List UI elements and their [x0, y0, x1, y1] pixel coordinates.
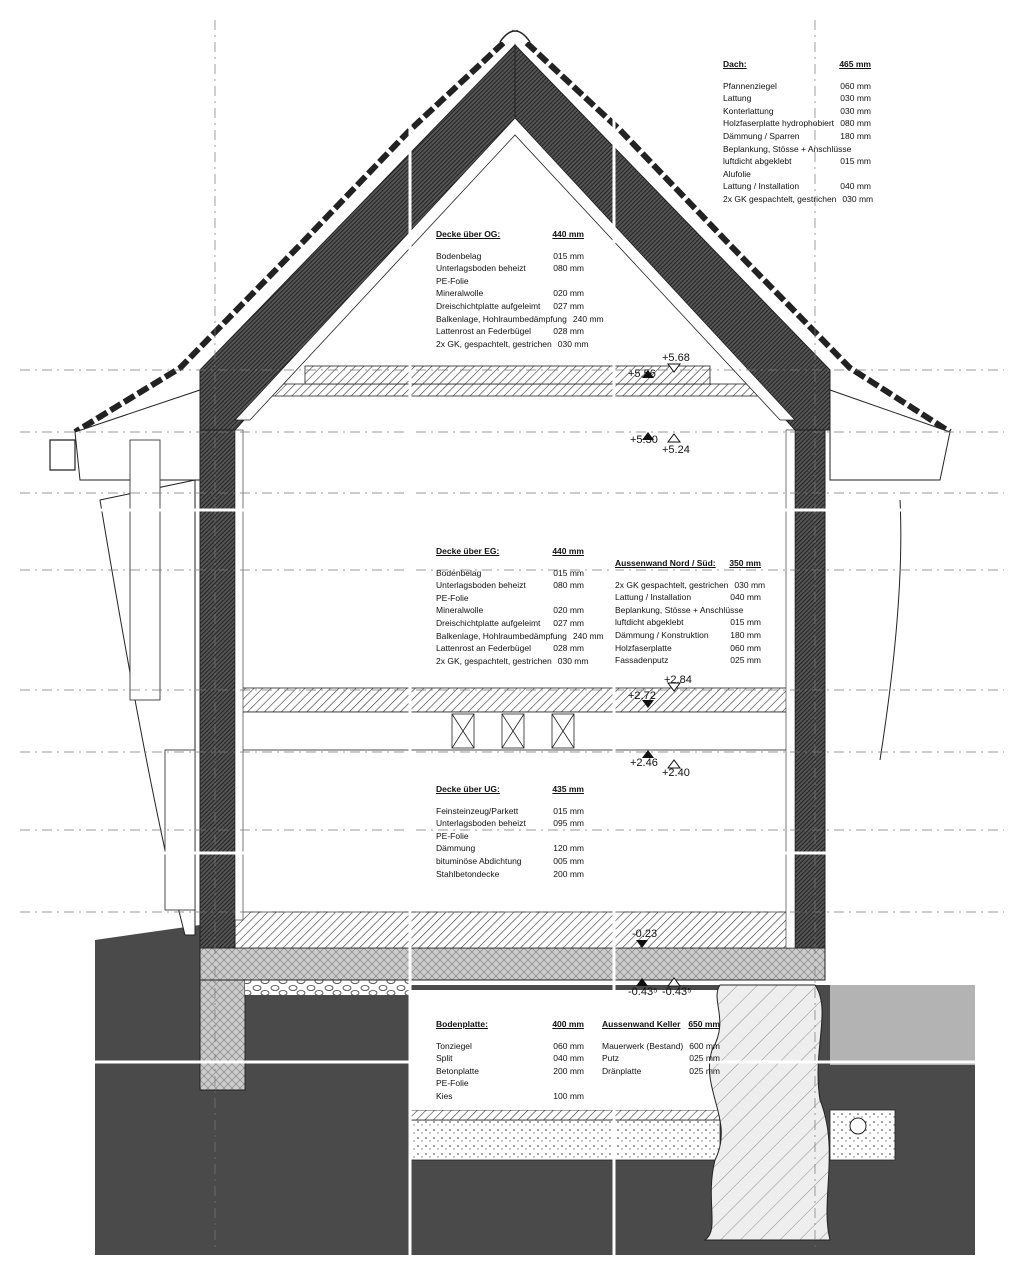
level-label: -0.23	[632, 928, 658, 940]
spec-layer-row	[723, 130, 871, 143]
floor-og	[235, 384, 790, 396]
spec-layer-row	[436, 805, 584, 818]
floor-eg	[235, 688, 790, 712]
spec-layer-row	[615, 591, 761, 604]
spec-title: Dach:	[723, 59, 747, 69]
layer-thickness	[578, 275, 584, 288]
layer-thickness: 030 mm	[840, 93, 871, 104]
spec-header	[723, 58, 871, 71]
layer-name: Holzfaserplatte hydrophobiert	[723, 118, 835, 129]
spec-layer-row	[436, 1040, 584, 1053]
spec-layer-row	[436, 287, 584, 300]
spec-aussenwand-keller	[602, 1018, 720, 1077]
spec-layer-row	[436, 1052, 584, 1065]
layer-thickness: 200 mm	[553, 1065, 584, 1076]
ceiling-eg-beam	[235, 712, 790, 750]
gutter	[50, 440, 75, 470]
layer-name: Feinsteinzeug/Parkett	[436, 805, 519, 816]
layer-thickness	[865, 143, 871, 156]
stone-fill	[245, 980, 410, 995]
spec-layer-row	[436, 338, 589, 351]
spec-layer-row	[723, 92, 871, 105]
left-wall	[200, 430, 235, 948]
spec-layer-row	[615, 642, 761, 655]
spec-layer-row	[723, 193, 874, 206]
spec-layer-row	[615, 616, 761, 629]
spec-title: Decke über OG:	[436, 229, 501, 239]
layer-thickness: 020 mm	[553, 605, 584, 616]
level-label: +2.40	[662, 767, 690, 779]
spec-layer-row	[436, 617, 584, 630]
layer-thickness: 028 mm	[553, 643, 584, 654]
level-label: +2.84	[664, 674, 692, 686]
spec-layer-row	[436, 1077, 584, 1090]
level-label: +2.46	[630, 757, 658, 769]
layer-thickness: 025 mm	[689, 1065, 720, 1076]
eave-right	[830, 390, 950, 480]
spec-layer-row	[436, 250, 584, 263]
spec-layer-row	[602, 1052, 720, 1065]
spec-layer-row	[615, 604, 761, 617]
spec-total: 350 mm	[729, 558, 761, 568]
layer-name: Dreischichtplatte aufgeleimt	[436, 300, 541, 311]
ridge-tile	[500, 31, 530, 42]
drain-bed	[830, 1110, 895, 1160]
spec-layer-row	[436, 1065, 584, 1078]
level-marker	[668, 434, 680, 442]
spec-header	[436, 545, 584, 558]
layer-name: luftdicht abgeklebt	[615, 617, 684, 628]
spec-layer-row	[436, 642, 584, 655]
spec-layer-row	[723, 117, 871, 130]
layer-thickness: 180 mm	[730, 629, 761, 640]
spec-total: 435 mm	[552, 784, 584, 794]
layer-name: Mauerwerk (Bestand)	[602, 1040, 684, 1051]
layer-thickness: 015 mm	[553, 805, 584, 816]
layer-thickness: 060 mm	[730, 642, 761, 653]
layer-thickness: 040 mm	[840, 181, 871, 192]
floor-tiles	[410, 1110, 720, 1120]
drain-pipe	[850, 1118, 866, 1134]
spec-layer-row	[615, 629, 761, 642]
spec-title: Aussenwand Nord / Süd:	[615, 558, 716, 568]
layer-thickness	[578, 1077, 584, 1090]
spec-layer-row	[436, 868, 584, 881]
facade-right-curve	[880, 500, 901, 760]
layer-name: Lattung	[723, 93, 752, 104]
spec-layer-row	[436, 300, 584, 313]
spec-layer-row	[723, 168, 871, 181]
spec-layer-row	[723, 180, 871, 193]
layer-name: Dämmung / Sparren	[723, 130, 800, 141]
spec-total: 650 mm	[688, 1019, 720, 1029]
layer-thickness: 027 mm	[553, 617, 584, 628]
layer-thickness: 028 mm	[553, 326, 584, 337]
spec-total: 400 mm	[552, 1019, 584, 1029]
spec-total: 440 mm	[552, 546, 584, 556]
layer-thickness: 030 mm	[734, 579, 766, 590]
layer-thickness: 005 mm	[553, 855, 584, 866]
spec-title: Aussenwand Keller	[602, 1019, 681, 1029]
left-wall-inner	[235, 430, 243, 920]
layer-thickness: 030 mm	[557, 338, 589, 349]
layer-thickness	[578, 592, 584, 605]
layer-name: PE-Folie	[436, 275, 469, 286]
right-wall	[795, 430, 825, 948]
layer-name: Dämmung / Konstruktion	[615, 629, 709, 640]
layer-name: Pfannenziegel	[723, 80, 777, 91]
layer-name: luftdicht abgeklebt	[723, 156, 792, 167]
spec-title: Decke über EG:	[436, 546, 500, 556]
layer-name: PE-Folie	[436, 830, 469, 841]
layer-name: PE-Folie	[436, 1078, 469, 1089]
spec-layer-row	[436, 313, 604, 326]
layer-thickness	[755, 604, 761, 617]
spec-layer-row	[602, 1040, 720, 1053]
layer-name: Mineralwolle	[436, 605, 484, 616]
spec-layer-row	[436, 275, 584, 288]
layer-name: Bodenbelag	[436, 567, 482, 578]
layer-thickness: 030 mm	[842, 193, 874, 204]
layer-thickness: 040 mm	[730, 592, 761, 603]
level-label: -0.43⁵	[628, 986, 658, 998]
layer-name: Betonplatte	[436, 1065, 480, 1076]
layer-thickness: 015 mm	[730, 617, 761, 628]
layer-thickness: 100 mm	[553, 1090, 584, 1101]
spec-dach	[723, 58, 874, 206]
spec-layer-row	[436, 567, 584, 580]
layer-name: Putz	[602, 1053, 620, 1064]
spec-layer-row	[436, 325, 584, 338]
layer-thickness: 030 mm	[557, 655, 589, 666]
spec-layer-row	[436, 592, 584, 605]
spec-aussenwand	[615, 557, 766, 667]
layer-thickness: 060 mm	[840, 80, 871, 91]
spec-header	[436, 1018, 584, 1031]
spec-layer-row	[436, 842, 584, 855]
layer-name: Holzfaserplatte	[615, 642, 672, 653]
spec-header	[615, 557, 761, 570]
layer-thickness: 200 mm	[553, 868, 584, 879]
layer-name: bituminöse Abdichtung	[436, 855, 522, 866]
layer-name: Mineralwolle	[436, 288, 484, 299]
layer-thickness: 020 mm	[553, 288, 584, 299]
spec-layer-row	[723, 143, 871, 156]
layer-thickness: 025 mm	[689, 1053, 720, 1064]
layer-thickness: 180 mm	[840, 130, 871, 141]
spec-layer-row	[436, 579, 584, 592]
layer-thickness: 030 mm	[840, 105, 871, 116]
spec-decke-ug	[436, 783, 584, 880]
layer-thickness: 600 mm	[689, 1040, 720, 1051]
layer-name: Beplankung, Stösse + Anschlüsse	[723, 143, 852, 154]
spec-bodenplatte	[436, 1018, 584, 1103]
spec-layer-row	[436, 630, 604, 643]
layer-thickness	[578, 830, 584, 843]
spec-layer-row	[723, 80, 871, 93]
layer-thickness: 080 mm	[553, 263, 584, 274]
level-label: +2.72	[628, 690, 656, 702]
layer-thickness	[865, 168, 871, 181]
layer-thickness: 025 mm	[730, 655, 761, 666]
spec-layer-row	[436, 655, 589, 668]
layer-name: Fassadenputz	[615, 655, 669, 666]
layer-name: Bodenbelag	[436, 250, 482, 261]
layer-name: Konterlattung	[723, 105, 774, 116]
layer-name: 2x GK, gespachtelt, gestrichen	[436, 655, 552, 666]
spec-decke-eg	[436, 545, 604, 667]
spec-header	[436, 228, 584, 241]
spec-total: 440 mm	[552, 229, 584, 239]
layer-name: Dränplatte	[602, 1065, 642, 1076]
level-label: -0.43⁵	[662, 986, 692, 998]
spec-layer-row	[436, 262, 584, 275]
layer-name: Stahlbetondecke	[436, 868, 500, 879]
spec-layer-row	[723, 105, 871, 118]
layer-name: 2x GK gespachtelt, gestrichen	[723, 193, 837, 204]
gravel-bed	[410, 1120, 720, 1160]
layer-thickness: 080 mm	[553, 580, 584, 591]
layer-name: Dämmung	[436, 843, 476, 854]
layer-thickness: 015 mm	[840, 156, 871, 167]
left-foundation	[200, 980, 245, 1090]
spec-header	[436, 783, 584, 796]
layer-name: Balkenlage, Hohlraumbedämpfung	[436, 313, 567, 324]
layer-name: 2x GK gespachtelt, gestrichen	[615, 579, 729, 590]
layer-name: Dreischichtplatte aufgeleimt	[436, 617, 541, 628]
level-label: +5.24	[662, 444, 690, 456]
layer-name: 2x GK, gespachtelt, gestrichen	[436, 338, 552, 349]
layer-name: Unterlagsboden beheizt	[436, 263, 526, 274]
layer-name: Tonziegel	[436, 1040, 472, 1051]
layer-name: Kies	[436, 1090, 453, 1101]
layer-thickness: 240 mm	[572, 313, 604, 324]
layer-thickness: 095 mm	[553, 818, 584, 829]
spec-layer-row	[615, 579, 766, 592]
spec-layer-row	[436, 830, 584, 843]
layer-name: Lattenrost an Federbügel	[436, 643, 531, 654]
spec-layer-row	[602, 1065, 720, 1078]
spec-title: Decke über UG:	[436, 784, 500, 794]
layer-thickness: 015 mm	[553, 250, 584, 261]
layer-name: Beplankung, Stösse + Anschlüsse	[615, 604, 744, 615]
layer-name: Alufolie	[723, 168, 751, 179]
right-wall-board	[786, 430, 795, 948]
layer-thickness: 027 mm	[553, 300, 584, 311]
layer-name: Lattung / Installation	[723, 181, 800, 192]
layer-name: PE-Folie	[436, 592, 469, 603]
layer-thickness: 040 mm	[553, 1053, 584, 1064]
layer-thickness: 240 mm	[572, 630, 604, 641]
layer-name: Split	[436, 1053, 453, 1064]
spec-layer-row	[436, 1090, 584, 1103]
spec-layer-row	[436, 604, 584, 617]
layer-thickness: 015 mm	[553, 567, 584, 578]
spec-decke-og	[436, 228, 604, 350]
spec-header	[602, 1018, 720, 1031]
layer-thickness: 120 mm	[553, 843, 584, 854]
concrete-slab	[200, 948, 825, 980]
layer-thickness: 080 mm	[840, 118, 871, 129]
layer-name: Unterlagsboden beheizt	[436, 818, 526, 829]
layer-thickness: 060 mm	[553, 1040, 584, 1051]
level-label: +5.68	[662, 352, 690, 364]
level-label: +5.30	[630, 434, 658, 446]
spec-layer-row	[723, 155, 871, 168]
level-label: +5.56	[628, 368, 656, 380]
spec-layer-row	[436, 855, 584, 868]
spec-layer-row	[615, 654, 761, 667]
spec-layer-row	[436, 817, 584, 830]
layer-name: Balkenlage, Hohlraumbedämpfung	[436, 630, 567, 641]
layer-name: Lattung / Installation	[615, 592, 692, 603]
spec-total: 465 mm	[839, 59, 871, 69]
spec-title: Bodenplatte:	[436, 1019, 488, 1029]
existing-masonry-wall	[705, 985, 830, 1240]
layer-name: Lattenrost an Federbügel	[436, 326, 531, 337]
floor-ug	[235, 912, 790, 948]
layer-name: Unterlagsboden beheizt	[436, 580, 526, 591]
